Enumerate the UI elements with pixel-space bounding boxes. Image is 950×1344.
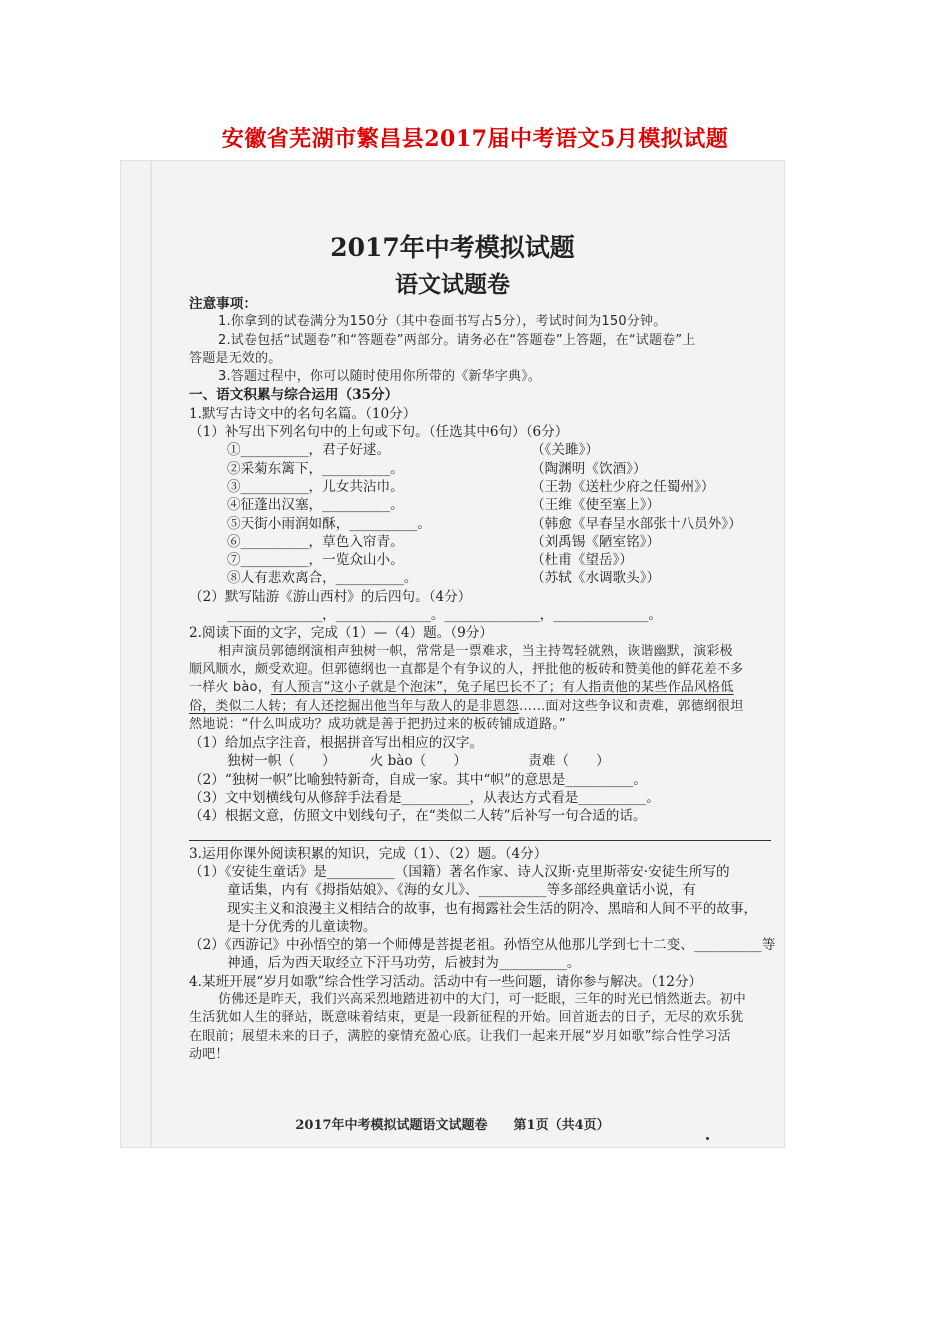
poem-line: ③__________，儿女共沾巾。 （王勃《送杜少府之任蜀州》） xyxy=(227,478,715,495)
poem-line: ①__________，君子好逑。 （《关雎》） xyxy=(227,442,599,459)
question-3-2a: （2）《西游记》中孙悟空的第一个师傅是菩提老祖。孙悟空从他那儿学到七十二变、__________等 xyxy=(189,937,776,954)
question-2-2: （2）“独树一帜”比喻独特新奇，自成一家。其中“帜”的意思是__________。 xyxy=(189,771,647,788)
page-footer: 2017年中考模拟试题语文试题卷 第1页（共4页） xyxy=(295,1118,610,1133)
exam-title: 2017年中考模拟试题 xyxy=(330,233,575,262)
notice-2b: 答题是无效的。 xyxy=(189,350,282,366)
poem-line: ⑧人有悲欢离合，__________。 （苏轼《水调歌头》） xyxy=(227,570,661,587)
document-title: 安徽省芜湖市繁昌县2017届中考语文5月模拟试题 xyxy=(221,126,729,152)
question-4: 4.某班开展“岁月如歌”综合性学习活动。活动中有一些问题，请你参与解决。（12分） xyxy=(189,973,703,990)
poem-line: ⑤天街小雨润如酥，__________。 （韩愈《早春呈水部张十八员外》） xyxy=(227,515,742,532)
question-3-2b: 神通，后为西天取经立下汗马功劳，后被封为__________。 xyxy=(227,955,581,972)
scanned-exam-page xyxy=(120,160,785,1148)
passage-line: 俗，类似二人转；有人还挖掘出他当年与敌人的是非恩怨……面对这些争议和责难，郭德纲很坦 xyxy=(189,698,744,714)
notice-3: 3.答题过程中，你可以随时使用你所带的《新华字典》。 xyxy=(218,369,542,385)
question-3: 3.运用你课外阅读积累的知识，完成（1）、（2）题。（4分） xyxy=(189,845,548,862)
question-1: 1.默写古诗文中的名句名篇。（10分） xyxy=(189,405,417,422)
notice-2a: 2.试卷包括“试题卷”和“答题卷”两部分。请务必在“答题卷”上答题，在“试题卷”上 xyxy=(218,332,696,348)
poem-line: ⑦__________，一览众山小。 （杜甫《望岳》） xyxy=(227,552,633,569)
answer-line xyxy=(189,826,771,841)
question-2: 2.阅读下面的文字，完成（1）—（4）题。（9分） xyxy=(189,625,493,642)
poem-line: ④征蓬出汉塞，__________。 （王维《使至塞上》） xyxy=(227,497,661,514)
question-3-1b: 童话集，内有《拇指姑娘》、《海的女儿》、__________等多部经典童话小说，有 xyxy=(227,882,696,899)
question-1-2-blanks: ______________，______________。______________，______________。 xyxy=(227,607,662,624)
passage-line: 顺风顺水，颇受欢迎。但郭德纲也一直都是个有争议的人，抨批他的板砖和赞美他的鲜花差不多 xyxy=(189,661,744,677)
exam-subtitle: 语文试题卷 xyxy=(395,271,510,298)
passage-line: 生活犹如人生的驿站，既意味着结束，更是一段新征程的开始。回首逝去的日子，无尽的欢乐犹 xyxy=(189,1010,744,1026)
question-3-1a: （1）《安徒生童话》是__________（国籍）著名作家、诗人汉斯·克里斯蒂安·安徒生所写的 xyxy=(189,863,730,880)
section-1-heading: 一、语文积累与综合运用（35分） xyxy=(189,387,399,404)
passage-line: 然地说：“什么叫成功？成功就是善于把扔过来的板砖铺成道路。” xyxy=(189,716,566,732)
question-1-2: （2）默写陆游《游山西村》的后四句。（4分） xyxy=(189,588,472,605)
scan-speck xyxy=(706,1137,709,1140)
question-3-1d: 是十分优秀的儿童读物。 xyxy=(227,918,377,935)
passage-line: 相声演员郭德纲演相声独树一帜，常常是一票难求，当主持驾轻就熟，诙谐幽默，演彩极 xyxy=(218,643,733,659)
question-2-1-items: 独树一帜（ ） 火 bào（ ） 责难（ ） xyxy=(227,753,610,770)
poem-line: ②采菊东篱下，__________。 （陶渊明《饮酒》） xyxy=(227,460,647,477)
poem-line: ⑥__________，草色入帘青。 （刘禹锡《陋室铭》） xyxy=(227,533,661,550)
notice-heading: 注意事项： xyxy=(189,296,257,312)
question-1-1: （1）补写出下列名句中的上句或下句。（任选其中6句）（6分） xyxy=(189,424,569,441)
question-2-4: （4）根据文意，仿照文中划线句子，在“类似二人转”后补写一句合适的话。 xyxy=(189,808,647,825)
notice-1: 1.你拿到的试卷满分为150分（其中卷面书写占5分），考试时间为150分钟。 xyxy=(218,314,667,330)
passage-line: 仿佛还是昨天，我们兴高采烈地踏进初中的大门，可一眨眼，三年的时光已悄然逝去。初中 xyxy=(218,991,747,1007)
passage-line: 在眼前；展望未来的日子，满腔的豪情充盈心底。让我们一起来开展“岁月如歌”综合性学习活 xyxy=(189,1028,731,1044)
question-2-1: （1）给加点字注音，根据拼音写出相应的汉字。 xyxy=(189,735,484,752)
question-2-3: （3）文中划横线句从修辞手法看是__________，从表达方式看是__________。 xyxy=(189,790,660,807)
passage-line: 一样火 bào，有人预言“这小子就是个泡沫”，兔子尾巴长不了；有人指责他的某些作品风格低 xyxy=(189,680,734,696)
question-3-1c: 现实主义和浪漫主义相结合的故事，也有揭露社会生活的阴冷、黑暗和人间不平的故事， xyxy=(227,900,758,917)
exam-body xyxy=(189,295,779,1064)
passage-line: 动吧！ xyxy=(189,1046,229,1062)
